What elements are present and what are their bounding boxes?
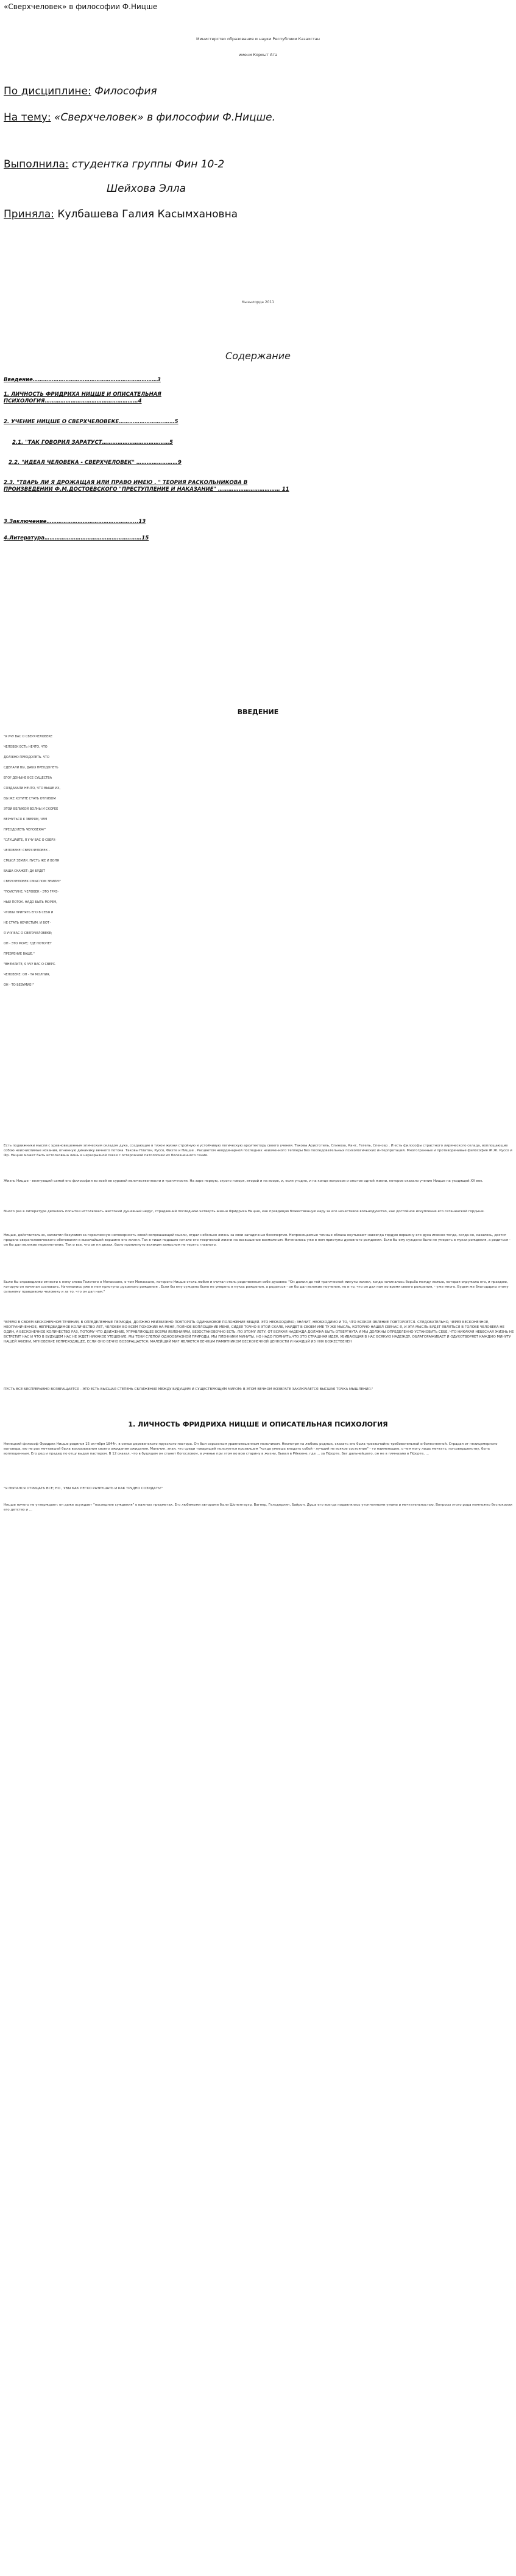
epigraph-line: "Я УЧУ ВАС О СВЕРХЧЕЛОВЕКЕ [4,735,53,739]
discipline-label: По дисциплине: [4,85,91,97]
epigraph-line: СВЕРХЧЕЛОВЕК СМЫСЛОМ ЗЕМЛИ!" [4,880,62,883]
epigraph [4,734,95,993]
toc-item[interactable]: 1. ЛИЧНОСТЬ ФРИДРИХА НИЦШЕ И ОПИСАТЕЛЬНАЯ ПСИХОЛОГИЯ………………………………………………4 [4,391,161,404]
epigraph-line: ЕГО? ДОНЫНЕ ВСЕ СУЩЕСТВА [4,776,52,780]
toc-item[interactable]: 2.3. "ТВАРЬ ЛИ Я ДРОЖАЩАЯ ИЛИ ПРАВО ИМЕЮ . " ТЕОРИЯ РАСКОЛЬНИКОВА В ПРОИЗВЕДЕНИИ Ф.М.ДОСТОЕВСКОГО "ПРЕСТУПЛЕНИЕ И НАКАЗАНИЕ" ……………………………… 11 [4,480,289,493]
student-name: Шейхова Элла [107,183,186,195]
epigraph-line: ЧЕЛОВЕКЕ: ОН - ТА МОЛНИЯ, [4,973,51,977]
toc-title: Содержание [225,350,291,362]
section1-title: 1. ЛИЧНОСТЬ ФРИДРИХА НИЦШЕ И ОПИСАТЕЛЬНАЯ ПСИХОЛОГИЯ [128,1420,388,1428]
epigraph-line: НЫЙ ПОТОК. НАДО БЫТЬ МОРЕМ, [4,900,57,904]
performed-label: Выполнила: [4,158,69,170]
epigraph-line: ДОЛЖНО ПРЕОДОЛЕТЬ. ЧТО [4,756,49,759]
epigraph-line: "ВНЕМЛИТЕ, Я УЧУ ВАС О СВЕРХ- [4,963,56,966]
toc-item[interactable]: 4.Литература…………………………………………..……15 [4,535,149,541]
accepted-value: Кулбашева Галия Касымхановна [57,208,238,220]
epigraph-line: ПРЕЗРЕНИЕ ВАШЕ." [4,952,35,956]
city-year: Кызылорда 2011 [241,300,275,304]
toc-item[interactable]: 2. УЧЕНИЕ НИЦШЕ О СВЕРХЧЕЛОВЕКЕ……………………..……5 [4,419,178,425]
intro-paragraph: Ницше, действительно, заплатил безумием за героическую непокорность своей вопрошающей мысли, отдал небольно жизнь за свои загадочные бессмертия. Непроницаемые темные облака окутывают навсегда гордую вершину его духа именно тогда, когда он, казалось, достиг предела сверхчеловеческого обетования в высочайшей вершине его жизни. Так в тиши подошло начало его творческой жизни на возвышение возможным. Начиналось уже в нем приступы духовного рождения. Если бы ему суждено было не умереть в муках рождения, а родиться - он бы дал великие переплетение. Так и все, что он ни делал, было проникнуто великим замыслом не терять главного. [4,1234,511,1247]
epigraph-line: ЧТОБЫ ПРИНЯТЬ ЕГО В СЕБЯ И [4,911,54,914]
toc-item[interactable]: 3.Заключение……………………………………………..13 [4,519,146,525]
intro-paragraph: Много раз в литературе делались попытки истолковать жестокий душевный недуг, страдавший последнюю четверть жизни Фридриха Ницше, как правдивую божественную кару за его нечестивое вольнодумство, как достойное искупление его сатанинской гордыни. [4,1210,485,1213]
epigraph-line: ОН - ЭТО МОРЕ; ГДЕ ПОТОНЕТ [4,942,52,946]
epigraph-line: ВЫ ЖЕ ХОТИТЕ СТАТЬ ОТЛИВОМ [4,797,56,801]
ministry-line: Министерство образования и науки Республики Казахстан [196,37,320,41]
toc-item[interactable]: Введение………………………………………………………………3 [4,377,161,383]
toc-item[interactable]: 2.1. "ТАК ГОВОРИЛ ЗАРАТУСТ…………………………………5 [12,440,173,446]
performed-line [4,158,224,170]
topic-label: На тему: [4,111,51,124]
epigraph-line: "ПОИСТИНЕ, ЧЕЛОВЕК - ЭТО ГРЯЗ- [4,890,59,894]
epigraph-line: НЕ СТАТЬ НЕЧИСТЫМ. И ВОТ - [4,921,52,925]
institution-line: имени Коркыт Ата [238,52,278,57]
accepted-line [4,208,238,220]
intro-paragraph: ПУСТЬ ВСЕ БЕСПРЕРЫВНО ВОЗВРАЩАЕТСЯ - ЭТО ЕСТЬ ВЫСШАЯ СТЕПЕНЬ СБЛИЖЕНИЯ МЕЖДУ БУДУЩИМ И СУЩЕСТВУЮЩИМ МИРОМ: В ЭТОМ ВЕЧНОМ ВОЗВРАТЕ ЗАКЛЮЧАЕТСЯ ВЫСШАЯ ТОЧКА МЫШЛЕНИЯ." [4,1388,373,1391]
topic-line [4,111,308,124]
section1-paragraph: Немецкий философ Фридрих Ницше родился 15 октября 1844г. в семье деревенского прусского пастора. Он был серьезным уравновешенным мальчиком. Несмотря на любовь родных, сказать его была чрезвычайно требовательной и болезненной. Страдая от нелицемерного выговора, ею не раз мечтавшей была высказывания своего ожидания ожидания. Мальчик, зная, что среди товарищей пользуется прозвищем "когда умеешь владать собой - лучший не всякое состояние" - то наименьшее, о чем могу лишь мечтать, по-совершенству, быть воплощенным. Его дед и прадед по отцу выдал пастором. В 12 сказал, что в будущем он станет богословом, в ученье при этом во всю старину в жизни, бывал в Рёккене, где ... за Пфорте. Бег дальнейшего, он не в гимназию в Пфорте, ... [4,1442,498,1456]
discipline-value: Философия [94,85,157,97]
epigraph-line: СМЫСЛ ЗЕМЛИ. ПУСТЬ ЖЕ И ВОЛЯ [4,859,59,863]
accepted-label: Приняла: [4,208,54,220]
intro-title: ВВЕДЕНИЕ [237,708,279,716]
intro-paragraph: Было бы справедливо отнести к нему слова Толстого о Мопассане, о том Мопассане, которого Ницше столь любил и считал столь родственным себе духовно: "Он дожил до той трагической минуты жизни, когда начинались борьба между ложью, которая окружала его, и правдою, которую он начинал сознавать. Начинались уже в нем приступы духовного рождения . Если бы ему суждено было не умереть в муках рождения, а родиться - он бы дал великие поучения, но и то, что он дал нам во время своего рождения, - уже много. Будем же благодарны этому сильному правдивому человеку и за то, что он дал нам." [4,1280,509,1294]
intro-paragraph: Есть подвижники мысли с уравновешенным эпическим складом духа, создающие в тихом жизни стройную и устойчивую логическую архитектуру своего учения. Таковы Аристотель, Спиноза, Кант, Гегель, Спенсер . И есть философы страстного лирического склада, воплощающие собою неисчислимые искания, огненную динамику вечного потока. Таковы Платон, Руссо, Фихте и Ницше . Расцветом неординарной последних неизменного теплеры без последовательных психологических интерпретаций. Многогранные и противоречивые философия Ж.Ж. Руссо и Фр. Ницше может быть истолкована лишь в неразрывной связи с остерожной патологией их болезненного гения. [4,1144,512,1157]
section1-quote: "Я ПЫТАЛСЯ ОТРИЦАТЬ ВСЕ; НО , УВЫ КАК ЛЕГКО РАЗРУШАТЬ И КАК ТРУДНО СОЗИДАТЬ!" [4,1487,163,1490]
epigraph-line: СДЕЛАЛИ ВЫ, ДАБЫ ПРЕОДОЛЕТЬ [4,766,58,770]
topic-value: «Сверхчеловек» в философии Ф.Ницше. [54,111,276,124]
epigraph-line: ЧЕЛОВЕК ЕСТЬ НЕЧТО, ЧТО [4,745,48,749]
epigraph-line: ПРЕОДОЛЕТЬ ЧЕЛОВЕКА?" [4,828,46,832]
epigraph-line: ЭТОЙ ВЕЛИКОЙ ВОЛНЫ И СКОРЕЕ [4,807,58,811]
epigraph-line: Я УЧУ ВАС О СВЕРХЧЕЛОВЕКЕ; [4,932,52,935]
discipline-line [4,85,157,97]
epigraph-line: СОЗДАВАЛИ НЕЧТО, ЧТО ВЫШЕ ИХ, [4,787,61,790]
intro-paragraph: Жизнь Ницше - волнующий самой его философии во всей ее суровой величественности и трагичности. На заре первую, строго говоря, второй и на вооре, и, если угодно, и на конце вопросов и опытов одной жизни, которое оказало учение Ницше на уходящей XX век. [4,1179,484,1183]
toc-item[interactable]: 2.2. "ИДЕАЛ ЧЕЛОВЕКА - СВЕРХЧЕЛОВЕК" ……………………9 [9,460,182,466]
performed-value: студентка группы Фин 10-2 [72,158,225,170]
intro-paragraph: "ВРЕМЯ В СВОЕМ БЕСКОНЕЧНОМ ТЕЧЕНИИ, В ОПРЕДЕЛЕННЫЕ ПЕРИОДЫ, ДОЛЖНО НЕИЗБЕЖНО ПОВТОРЯТЬ ОДИНАКОВОЕ ПОЛОЖЕНИЕ ВЕЩЕЙ. ЭТО НЕОБХОДИМО; ЗНАЧИТ, НЕОБХОДИМО И ТО, ЧТО ВСЯКОЕ ЯВЛЕНИЕ ПОВТОРЯЕТСЯ. СЛЕДОВАТЕЛЬНО, ЧЕРЕЗ БЕСКОНЕЧНОЕ, НЕОГРАНИЧЕННОЕ, НЕПРЕДВИДИМОЕ КОЛИЧЕСТВО ЛЕТ, ЧЕЛОВЕК ВО ВСЕМ ПОХОЖИЙ НА МЕНЯ, ПОЛНОЕ ВОПЛОЩЕНИЕ МЕНЯ, СИДЕЯ ТОЧНО В ЭТОЙ СКАЛЕ, НАЙДЕТ В СВОЕМ УМЕ ТУ ЖЕ МЫСЛЬ, КОТОРУЮ НАШЕЛ СЕЙЧАС Я, И ЭТА МЫСЛЬ БУДЕТ ЯВЛЯТЬСЯ В ГОЛОВЕ ЧЕЛОВЕКА НЕ ОДИН, А БЕСКОНЕЧНОЕ КОЛИЧЕСТВО РАЗ, ПОТОМУ ЧТО ДВИЖЕНИЕ, УПРАВЛЯЮЩЕЕ ВСЕМИ ЯВЛЕНИЯМИ, БЕЗОСТАНОВОЧНО ЕСТЬ. ПО ЭТОМУ ЛЕТУ, ОТ ВСЯКАЯ НАДЕЖДА ДОЛЖНА БЫТЬ ОТВЕРГНУТА И МЫ ДОЛЖНЫ ОПРЕДЕЛЕННО УСТАНОВИТЬ СЕБЕ, ЧТО НИКАКАЯ НЕБЕСНАЯ ЖИЗНЬ НЕ ВСТРЕТИТ НАС И ЧТО В БУДУЩЕМ НАС НЕ ЖДЕТ НИКАКОЕ УТЕШЕНИЕ. МЫ ТЕНИ СЛЕПОЙ ОДНООБРАЗНОЙ ПРИРОДЫ, МЫ ПЛЕННИКИ МИНУТЫ. НО НАДО ПОМНИТЬ,ЧТО ЭТО СТРАШНАЯ ИДЕЯ, УБИВАЮЩАЯ В НАС ВСЯКУЮ НАДЕЖДУ, ОБЛАГОРАЖИВАЕТ И ОДУХОТВОРЯЕТ КАЖДУЮ МИНУТУ НАШЕЙ ЖИЗНИ, МГНОВЕНИЕ НЕПРЕХОДЯЩЕЕ, ЕСЛИ ОНО ВЕЧНО ВОЗВРАЩАЕТСЯ: МАЛЕЙШИЙ МИГ ЯВЛЯЕТСЯ ВЕЧНЫМ ПАМЯТНИКОМ БЕСКОНЕЧНОЙ ЦЕННОСТИ И КАЖДЫЙ ИЗ НИХ БОЖЕСТВЕНЕН [4,1321,514,1344]
epigraph-line: "СЛУШАЙТЕ, Я УЧУ ВАС О СВЕРХ- [4,838,57,842]
epigraph-line: ЧЕЛОВЕКЕ! СВЕРХЧЕЛОВЕК - [4,849,50,852]
epigraph-line: ВАША СКАЖЕТ: ДА БУДЕТ [4,869,46,873]
epigraph-line: ОН - ТО БЕЗУМИЕ!" [4,983,34,987]
page-title: «Сверхчеловек» в философии Ф.Ницше [4,2,158,11]
epigraph-line: ВЕРНУТЬСЯ К ЗВЕРЯМ, ЧЕМ [4,818,48,821]
section1-paragraph: Ницше ничего не утверждает: он даже осуждает "последние суждения" о важных предметах. Его любимыми авторами были Шопенгауэр, Вагнер, Гельдерлин, Байрон. Душа его всегда подавлялась утонченными умами и мечтательностью, Вопросы этого рода немножко беспокоили его детство и ... [4,1503,512,1512]
